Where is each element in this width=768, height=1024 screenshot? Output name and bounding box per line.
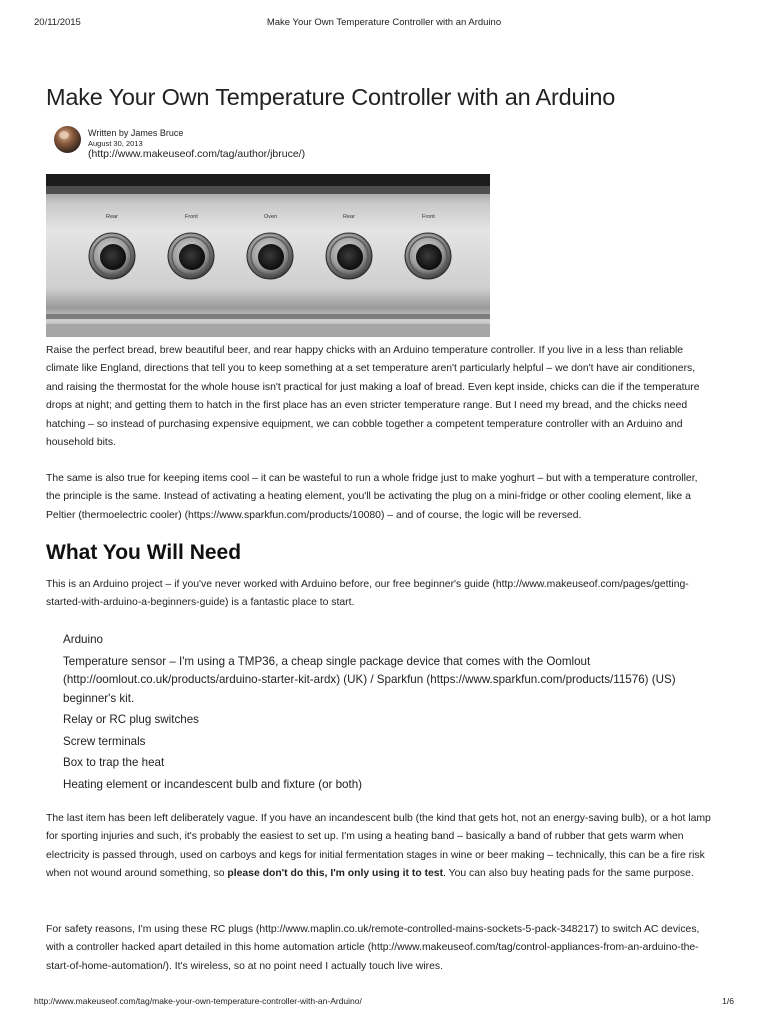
list-item: Relay or RC plug switches [63, 713, 199, 726]
dial-center [179, 244, 205, 270]
intro-paragraph-2: The same is also true for keeping items cool – it can be wasteful to run a whole fridge just to make yoghurt – but with a temperature controller, the principle is the same. Instead of activating a heating element, you'll be activating the plug on a mini-fridge or other cooling element, like a Peltier (thermoelectric cooler) (https://www.sparkfun.com/products/10080) – and of course, the logic will be reversed. [46, 473, 698, 521]
page-number: 1/6 [722, 996, 734, 1006]
dial-center [416, 244, 442, 270]
article-image-oven-dials [46, 174, 490, 337]
author-name: Written by James Bruce [88, 128, 184, 138]
print-footer [34, 996, 734, 1008]
dial-label: Rear [343, 214, 355, 220]
dial-label: Rear [106, 214, 118, 220]
intro-paragraph-1: Raise the perfect bread, brew beautiful beer, and rear happy chicks with an Arduino temperature controller. If you live in a less than reliable climate like England, directions that tell you to keep something at a set temperature aren't particularly helpful – we don't have air conditioners, and raising the thermostat for the whole house isn't practical for just making a loaf of bread. Even kept inside, chicks can die if the temperature drops at night; and getting them to hatch in the first place has an even stricter temperature range. But I need my bread, and the chicks need hatching – so instead of purchasing expensive equipment, we can cobble together a competent temperature controller with an Arduino and household bits. [46, 345, 700, 449]
article-title: Make Your Own Temperature Controller with an Arduino [46, 84, 616, 110]
section-intro: This is an Arduino project – if you've never worked with Arduino before, our free beginner's guide (http://www.makeuseof.com/pages/getting-started-with-arduino-a-beginners-guide) is a fantastic place to start. [46, 579, 689, 609]
print-header [34, 17, 734, 31]
section-heading: What You Will Need [46, 541, 242, 564]
publish-date: August 30, 2013 [88, 139, 143, 148]
print-date: 20/11/2015 [34, 17, 81, 28]
dial-label: Oven [264, 214, 278, 220]
author-avatar [54, 126, 81, 153]
needs-list [63, 631, 723, 797]
list-item: Heating element or incandescent bulb and fixture (or both) [63, 777, 363, 791]
list-item: Screw terminals [63, 734, 146, 748]
dial-center [258, 244, 284, 270]
dial-center [100, 244, 126, 270]
list-item: Temperature sensor – I'm using a TMP36, a cheap single package device that comes with the Oomlout (http://oomlout.co.uk/products/arduino-starter-kit-ardx) (UK) / Sparkfun (https://www.sparkfun.com/products/11576) (US) beginner's kit. [63, 654, 676, 705]
dial-label: Front [185, 214, 198, 220]
dial-label: Front [422, 214, 435, 220]
text-run: The last item has been left deliberately vague. If you have an incandescent bulb (the kind that gets hot, not an energy-saving bulb), or a hot lamp for sporting injuries and such, it's probably the easiest to set up. I'm using a heating band – basically a band of rubber that gets warm when electricity is passed through, used on carboys and kegs for initial fermentation stages in wine or beer making – technically, this can be a fire risk when not wound around something, so [46, 813, 711, 880]
print-page-title: Make Your Own Temperature Controller with an Arduino [266, 17, 502, 28]
footer-url: http://www.makeuseof.com/tag/make-your-own-temperature-controller-with-an-Arduino/ [34, 996, 362, 1006]
text-run: . You can also buy heating pads for the same purpose. [443, 868, 694, 880]
list-item: Box to trap the heat [63, 756, 165, 769]
warning-text: please don't do this, I'm only using it to test [227, 868, 444, 880]
paragraph-safety: For safety reasons, I'm using these RC plugs (http://www.maplin.co.uk/remote-controlled-mains-sockets-5-pack-348217) to switch AC devices, with a controller hacked apart detailed in this home automation article (http://www.makeuseof.com/tag/control-appliances-from-an-arduino-the-start-of-home-automation/). It's wireless, so at no point need I actually touch live wires. [46, 924, 700, 972]
dial-center [337, 244, 363, 270]
list-item: Arduino [63, 633, 103, 646]
author-byline [54, 126, 574, 166]
author-link[interactable]: (http://www.makeuseof.com/tag/author/jbruce/) [88, 148, 306, 160]
paragraph-last-item [46, 810, 712, 884]
